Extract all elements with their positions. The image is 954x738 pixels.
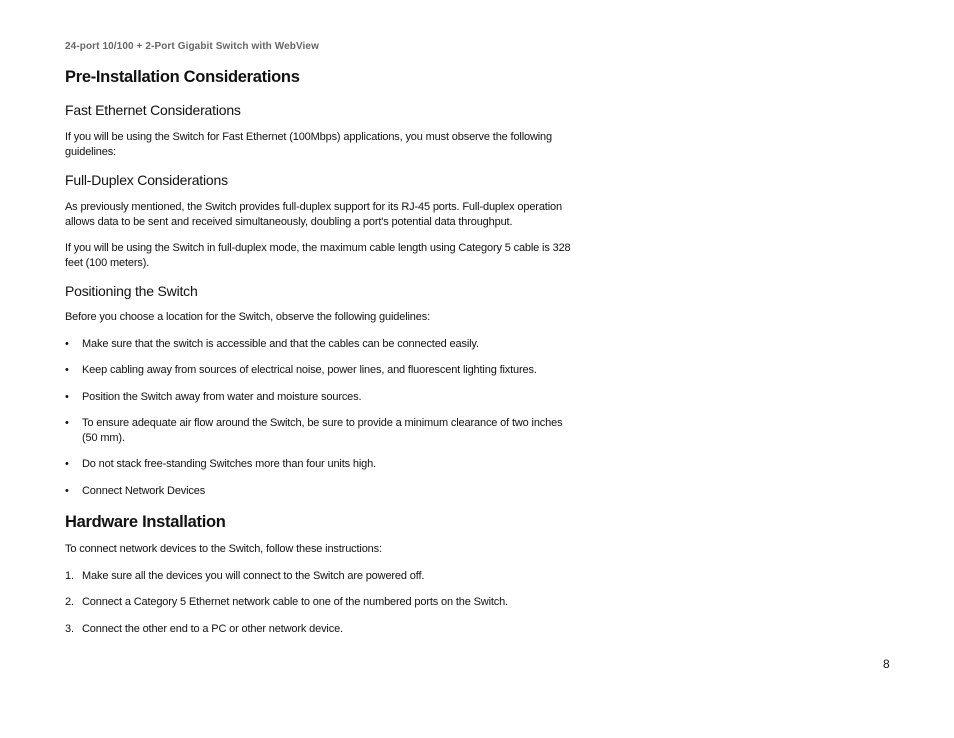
step-number: 3. [65, 622, 74, 635]
para-full-duplex-1: As previously mentioned, the Switch provides full-duplex support for its RJ-45 ports. Full-duplex operation allows data to be sent and received simultaneously, doubling a port's potential data throughput. [65, 201, 562, 228]
section-title-pre-installation: Pre-Installation Considerations [65, 68, 300, 86]
list-item-text: To ensure adequate air flow around the Switch, be sure to provide a minimum clearance of two inches (50 mm). [82, 417, 563, 444]
list-item [65, 457, 590, 472]
list-item [65, 595, 590, 610]
page-content [65, 67, 590, 636]
heading-full-duplex: Full-Duplex Considerations [65, 172, 228, 188]
heading-positioning: Positioning the Switch [65, 283, 198, 299]
list-item [65, 416, 590, 445]
list-item-text: Connect a Category 5 Ethernet network cable to one of the numbered ports on the Switch. [82, 596, 508, 608]
para-positioning-intro: Before you choose a location for the Switch, observe the following guidelines: [65, 311, 430, 323]
hardware-steps-list [65, 569, 590, 637]
para-full-duplex-2: If you will be using the Switch in full-duplex mode, the maximum cable length using Category 5 cable is 328 feet (100 meters). [65, 242, 571, 269]
bullet-mark: • [65, 337, 69, 350]
para-hardware-intro: To connect network devices to the Switch, follow these instructions: [65, 543, 382, 555]
list-item [65, 622, 590, 637]
positioning-guidelines-list [65, 337, 590, 499]
page-number: 8 [883, 657, 890, 671]
list-item-text: Make sure that the switch is accessible and that the cables can be connected easily. [82, 337, 479, 350]
para-fast-ethernet: If you will be using the Switch for Fast Ethernet (100Mbps) applications, you must observe the following guidelines: [65, 131, 552, 158]
list-item-text: Connect Network Devices [82, 484, 206, 497]
step-number: 2. [65, 596, 74, 608]
list-item-text: Do not stack free-standing Switches more than four units high. [82, 458, 376, 470]
section-title-hardware-installation: Hardware Installation [65, 513, 226, 531]
list-item-text: Make sure all the devices you will connect to the Switch are powered off. [82, 569, 425, 582]
list-item-text: Connect the other end to a PC or other network device. [82, 622, 343, 635]
bullet-mark: • [65, 364, 69, 376]
bullet-mark: • [65, 390, 69, 403]
list-item [65, 484, 590, 499]
list-item [65, 569, 590, 584]
step-number: 1. [65, 569, 74, 582]
heading-fast-ethernet: Fast Ethernet Considerations [65, 102, 241, 118]
list-item [65, 363, 590, 378]
list-item-text: Position the Switch away from water and moisture sources. [82, 390, 362, 403]
bullet-mark: • [65, 458, 69, 470]
list-item [65, 337, 590, 352]
bullet-mark: • [65, 417, 69, 429]
list-item [65, 390, 590, 405]
list-item-text: Keep cabling away from sources of electrical noise, power lines, and fluorescent lighting fixtures. [82, 364, 537, 376]
bullet-mark: • [65, 484, 69, 497]
running-header: 24-port 10/100 + 2-Port Gigabit Switch with WebView [65, 41, 319, 52]
